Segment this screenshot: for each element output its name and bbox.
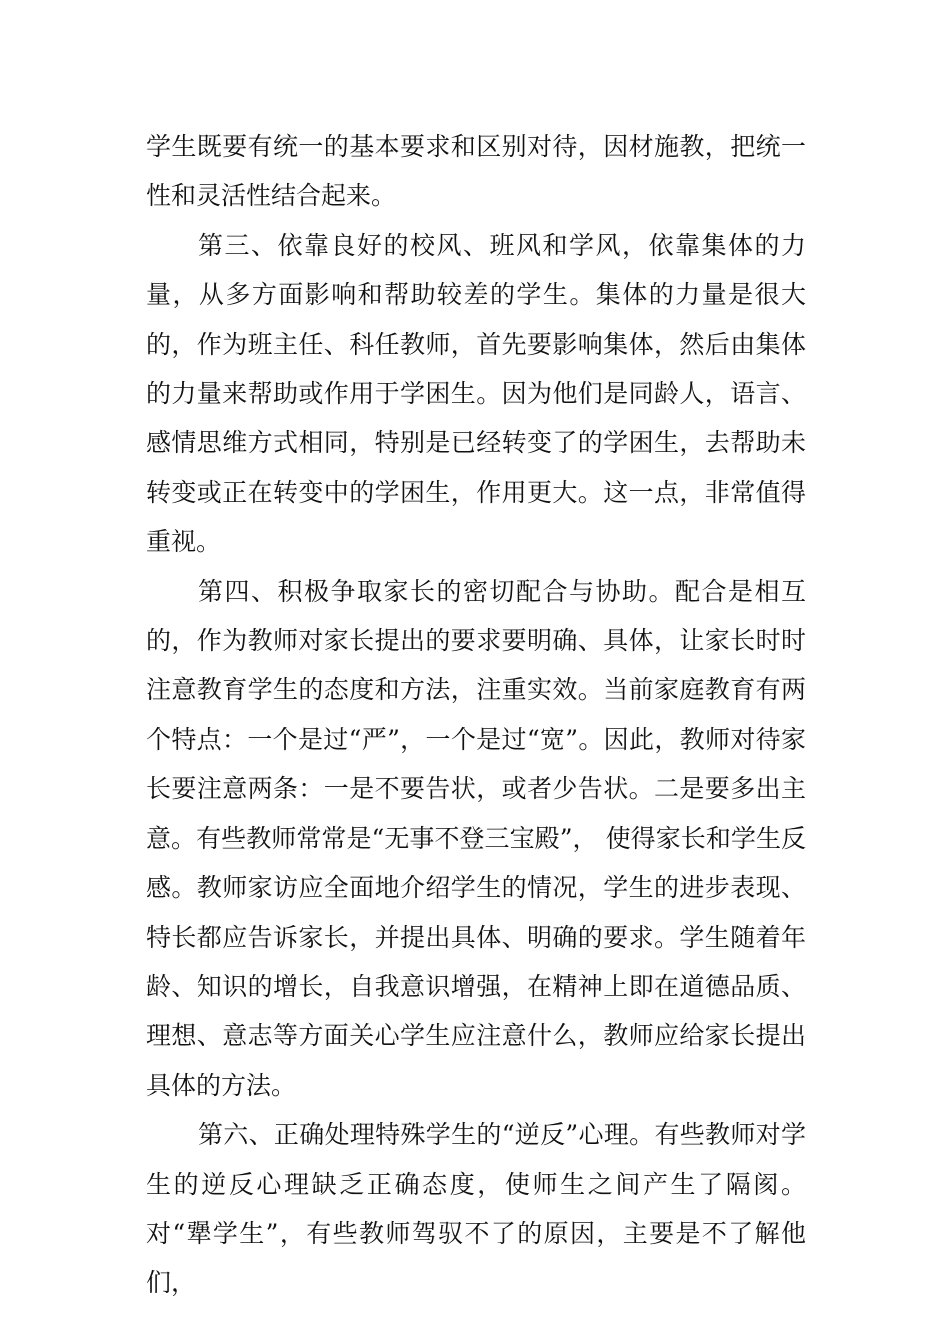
paragraph-point-three: 第三、依靠良好的校风、班风和学风，依靠集体的力量，从多方面影响和帮助较差的学生。集体的力量是很大的，作为班主任、科任教师，首先要影响集体，然后由集体的力量来帮助或作用于学困生。因为他们是同龄人，语言、感情思维方式相同，特别是已经转变了的学困生，去帮助未转变或正在转变中的学困生，作用更大。这一点，非常值得重视。 bbox=[146, 230, 806, 557]
paragraph-point-four: 第四、积极争取家长的密切配合与协助。配合是相互的，作为教师对家长提出的要求要明确、具体，让家长时时注意教育学生的态度和方法，注重实效。当前家庭教育有两个特点：一个是过“严”，一个是过“宽”。因此，教师对待家长要注意两条：一是不要告状，或者少告状。二是要多出主意。有些教师常常是“无事不登三宝殿”， 使得家长和学生反感。教师家访应全面地介绍学生的情况，学生的进步表现、特长都应告诉家长，并提出具体、明确的要求。学生随着年龄、知识的增长，自我意识增强，在精神上即在道德品质、理想、意志等方面关心学生应注意什么，教师应给家长提出具体的方法。 bbox=[146, 576, 806, 1100]
body-text bbox=[146, 122, 806, 1308]
paragraph-continuation: 学生既要有统一的基本要求和区别对待，因材施教，把统一性和灵活性结合起来。 bbox=[146, 132, 806, 211]
paragraph-point-six: 第六、正确处理特殊学生的“逆反”心理。有些教师对学生的逆反心理缺乏正确态度，使师生之间产生了隔阂。对“犟学生”，有些教师驾驭不了的原因，主要是不了解他们， bbox=[146, 1120, 806, 1298]
